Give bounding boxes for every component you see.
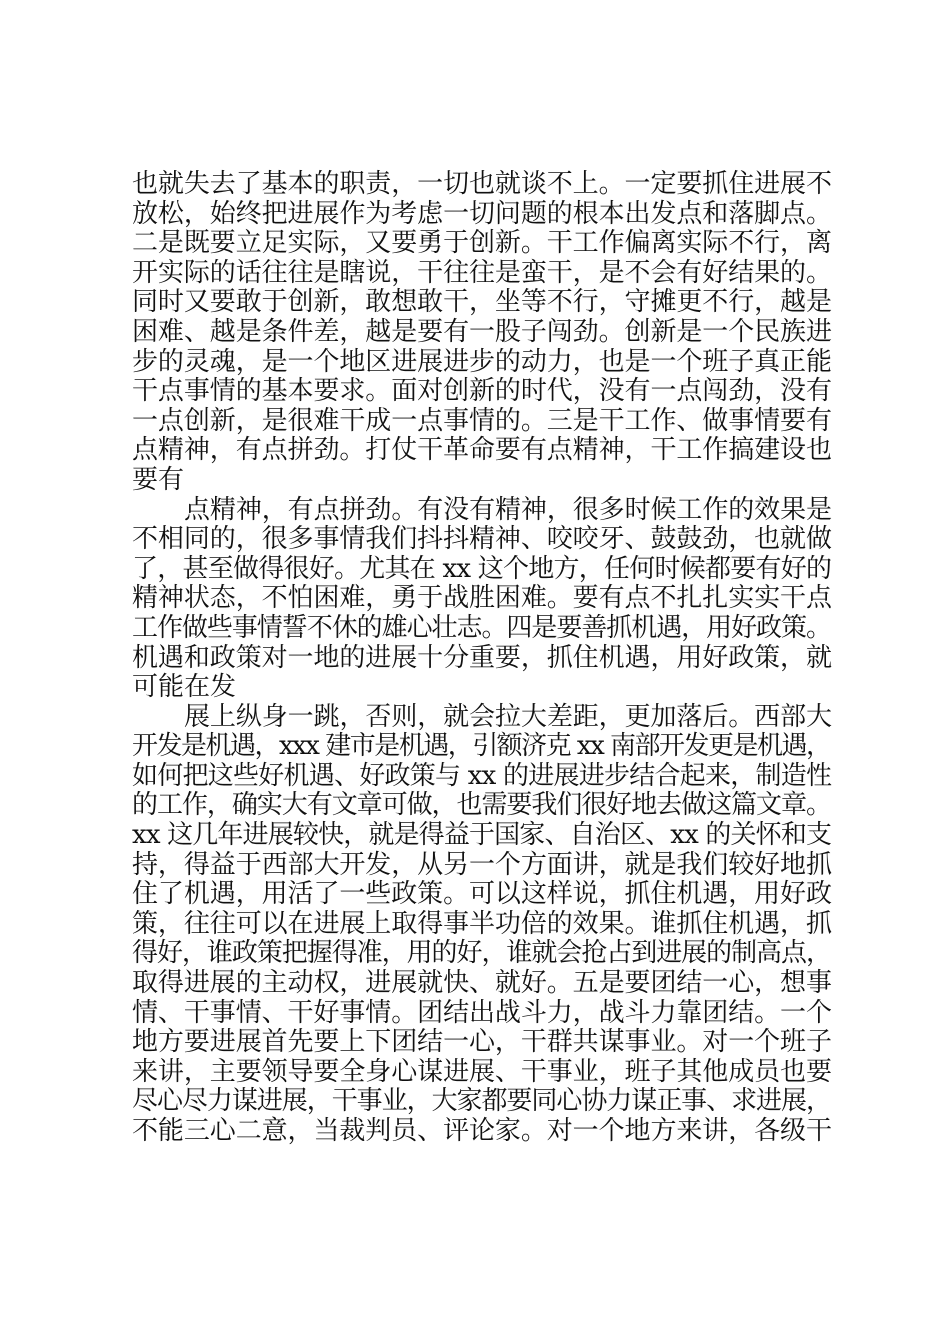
text-line: 策，往往可以在进展上取得事半功倍的效果。谁抓住机遇，抓	[132, 908, 832, 939]
text-line: 住了机遇，用活了一些政策。可以这样说，抓住机遇，用好政	[132, 879, 832, 910]
text-line: 步的灵魂，是一个地区进展进步的动力，也是一个班子真正能	[132, 346, 832, 377]
text-line: 了，甚至做得很好。尤其在 xx 这个地方，任何时候都要有好的	[132, 553, 832, 584]
text-line: 点精神，有点拼劲。打仗干革命要有点精神，干工作搞建设也	[132, 435, 832, 466]
text-line: 机遇和政策对一地的进展十分重要，抓住机遇，用好政策，就	[132, 642, 832, 673]
text-line: 取得进展的主动权，进展就快、就好。五是要团结一心，想事	[132, 968, 832, 999]
text-line: 也就失去了基本的职责，一切也就谈不上。一定要抓住进展不	[132, 169, 832, 199]
paragraph	[132, 170, 832, 496]
text-line: 可能在发	[132, 672, 237, 703]
text-line: 困难、越是条件差，越是要有一股子闯劲。创新是一个民族进	[132, 316, 832, 347]
text-line: 要有	[132, 464, 185, 495]
text-line: 尽心尽力谋进展，干事业，大家都要同心协力谋正事、求进展，	[132, 1086, 831, 1117]
text-line: 得好，谁政策把握得准，用的好，谁就会抢占到进展的制高点，	[132, 938, 831, 969]
text-line: 一点创新，是很难干成一点事情的。三是干工作、做事情要有	[132, 405, 832, 436]
paragraph	[132, 703, 832, 1147]
body-text	[132, 170, 832, 1147]
text-line: 不能三心二意，当裁判员、评论家。对一个地方来讲，各级干	[132, 1116, 832, 1146]
text-line: xx 这几年进展较快，就是得益于国家、自治区、xx 的关怀和支	[132, 820, 832, 851]
text-line: 开实际的话往往是瞎说，干往往是蛮干，是不会有好结果的。	[132, 257, 832, 288]
text-line: 来讲，主要领导要全身心谋进展、干事业，班子其他成员也要	[132, 1056, 832, 1087]
text-line: 展上纵身一跳，否则，就会拉大差距，更加落后。西部大	[184, 701, 832, 732]
paragraph	[132, 496, 832, 703]
text-line: 地方要进展首先要上下团结一心，干群共谋事业。对一个班子	[132, 1027, 832, 1058]
text-line: 二是既要立足实际，又要勇于创新。干工作偏离实际不行，离	[132, 228, 832, 259]
text-line: 开发是机遇，xxx 建市是机遇，引额济克 xx 南部开发更是机遇，	[132, 731, 831, 762]
text-line: 持，得益于西部大开发，从另一个方面讲，就是我们较好地抓	[132, 849, 832, 880]
text-line: 精神状态，不怕困难，勇于战胜困难。要有点不扎扎实实干点	[132, 583, 832, 614]
text-line: 工作做些事情誓不休的雄心壮志。四是要善抓机遇，用好政策。	[132, 612, 831, 643]
text-line: 情、干事情、干好事情。团结出战斗力，战斗力靠团结。一个	[132, 997, 832, 1028]
text-line: 的工作，确实大有文章可做，也需要我们很好地去做这篇文章。	[132, 790, 831, 821]
text-line: 不相同的，很多事情我们抖抖精神、咬咬牙、鼓鼓劲，也就做	[132, 524, 832, 555]
text-line: 如何把这些好机遇、好政策与 xx 的进展进步结合起来，制造性	[132, 760, 832, 791]
text-line: 放松，始终把进展作为考虑一切问题的根本出发点和落脚点。	[132, 198, 832, 229]
text-line: 同时又要敢于创新，敢想敢干，坐等不行，守摊更不行，越是	[132, 287, 832, 318]
text-line: 干点事情的基本要求。面对创新的时代，没有一点闯劲，没有	[132, 376, 832, 407]
text-line: 点精神，有点拼劲。有没有精神，很多时候工作的效果是	[184, 494, 832, 525]
